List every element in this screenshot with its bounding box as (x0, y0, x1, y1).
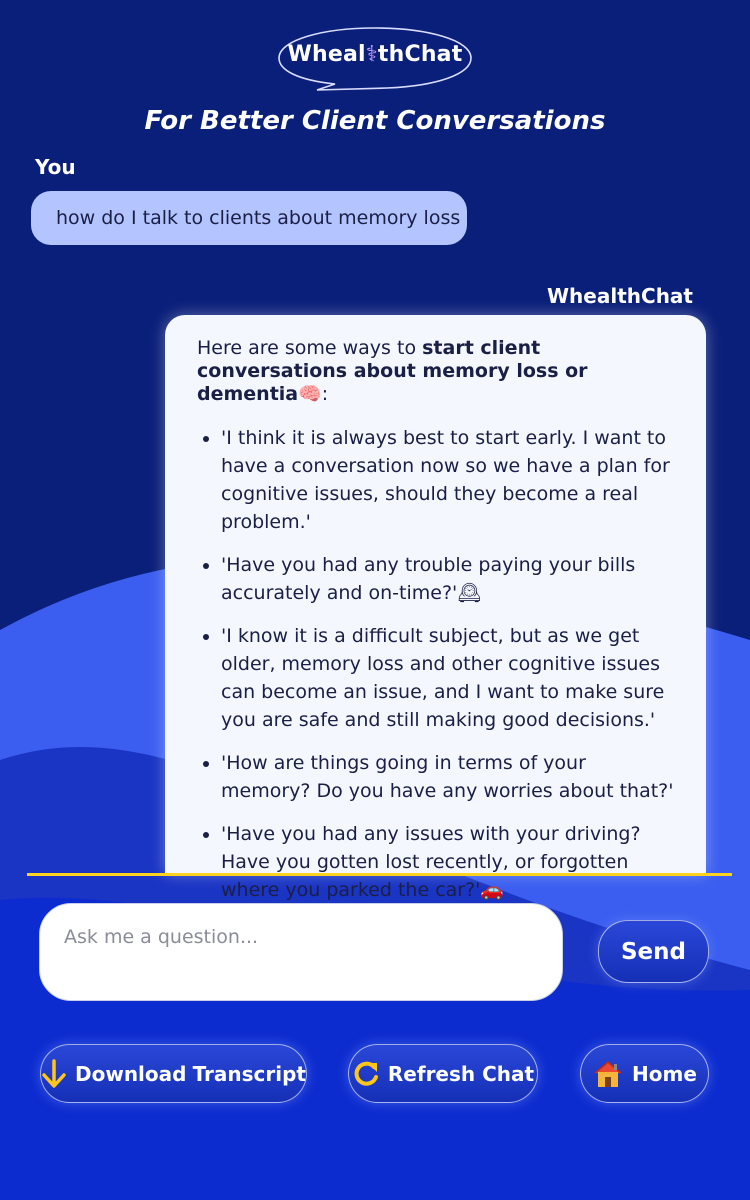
download-label-word1: Download (75, 1061, 187, 1086)
bot-message-bubble[interactable] (165, 315, 706, 901)
question-input[interactable] (39, 903, 563, 1001)
refresh-label: Refresh Chat (387, 1061, 535, 1086)
brain-icon: 🧠 (298, 383, 322, 405)
user-message-bubble: how do I talk to clients about memory loss (31, 191, 467, 245)
arrow-down-icon (41, 1059, 67, 1089)
page-tagline: For Better Client Conversations (144, 106, 606, 136)
home-label: Home (632, 1061, 697, 1086)
chat-divider (27, 873, 732, 876)
refresh-chat-button[interactable] (348, 1044, 538, 1103)
refresh-icon (352, 1059, 380, 1089)
question-input-placeholder: Ask me a question... (64, 926, 259, 948)
house-icon (592, 1059, 624, 1089)
user-sender-label: You (35, 155, 76, 179)
list-item: • 'I think it is always best to start early. I want to have a conversation now so we have a plan for cognitive issues, should they become a real problem.' (221, 424, 678, 536)
logo-wordmark: Wheal⚕thChat (287, 42, 463, 67)
app-logo[interactable] (277, 26, 473, 92)
list-item: • 'Have you had any trouble paying your bills accurately and on-time?'🕰 (221, 551, 678, 607)
home-button[interactable] (580, 1044, 709, 1103)
download-transcript-button[interactable] (40, 1044, 307, 1103)
bot-sender-label: WhealthChat (547, 284, 693, 308)
bot-suggestion-list (197, 424, 678, 904)
dna-helix-icon: ⚕ (365, 42, 378, 67)
list-item: • 'Have you had any issues with your driving? Have you gotten lost recently, or forgotten where you parked the car?'🚗 (221, 820, 678, 904)
list-item: • 'How are things going in terms of your memory? Do you have any worries about that?' (221, 749, 678, 805)
send-button[interactable]: Send (598, 920, 709, 983)
list-item: • 'I know it is a difficult subject, but as we get older, memory loss and other cognitive issues can become an issue, and I want to make sure you are safe and still making good decisions.' (221, 622, 678, 734)
download-label-word2: Transcript (192, 1061, 306, 1086)
bot-intro: Here are some ways to start client conversations about memory loss or dementia🧠: (197, 337, 588, 405)
